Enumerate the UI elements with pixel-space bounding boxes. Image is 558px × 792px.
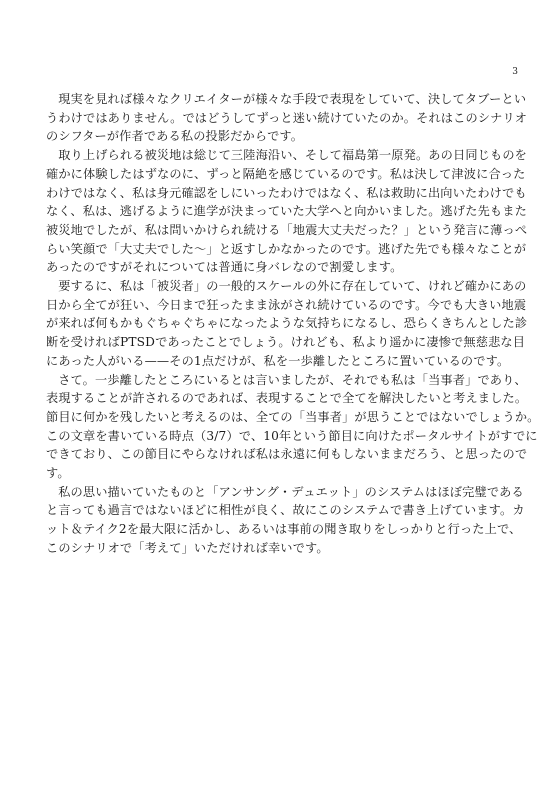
paragraph-4 (46, 371, 540, 483)
text-line: 確かに体験したはずなのに、ずっと隔絶を感じているのです。私は決して津波に合った (46, 166, 526, 181)
text-line: らい笑顔で「大丈夫でした〜」と返すしかなかったのです。逃げた先でも様々なことが (46, 241, 527, 256)
text-line: 断を受ければPTSDであったことでしょう。けれども、私より遥かに凄惨で無慈悲な目 (46, 335, 526, 350)
text-line: と言っても過言ではないほどに相性が良く、故にこのシステムで書き上げています。カ (46, 503, 525, 518)
text-line: 日から全てが狂い、今日まで狂ったまま泳がされ続けているのです。今でも大きい地震 (46, 297, 527, 312)
text-line: にあった人がいる——その1点だけが、私を一歩離したところに置いているのです。 (46, 353, 510, 368)
text-line: このシナリオで「考えて」いただければ幸いです。 (46, 540, 329, 555)
text-line: うわけではありません。ではどうしてずっと迷い続けていたのか。それはこのシナリオ (46, 110, 528, 125)
text-line: この文章を書いている時点（3/7）で、10年という節目に向けたポータルサイトがすでに (46, 428, 538, 443)
text-line: なく、私は、逃げるように進学が決まっていた大学へと向かいました。逃げた先もまた (46, 204, 527, 219)
body-text (46, 90, 540, 558)
page-number: 3 (512, 67, 518, 77)
text-line: できており、この節目にやらなければ私は永遠に何もしないままだろう、と思ったので (46, 447, 528, 462)
paragraph-1 (46, 90, 528, 146)
paragraph-5 (46, 483, 524, 558)
text-line: さて。一歩離したところにいるとは言いましたが、それでも私は「当事者」であり、 (58, 372, 527, 387)
text-line: わけではなく、私は身元確認をしにいったわけではなく、私は救助に出向いたわけでも (46, 185, 527, 200)
text-line: あったのですがそれについては普通に身バレなので割愛します。 (46, 260, 403, 275)
paragraph-3 (46, 277, 528, 371)
text-line: ット＆テイク2を最大限に活かし、あるいは事前の聞き取りをしっかりと行った上で、 (46, 522, 522, 537)
text-line: 表現することが許されるのであれば、表現することで全てを解決したいと考えました。 (46, 391, 528, 406)
text-line: 私の思い描いていたものと「アンサング・デュエット」のシステムはほぼ完璧である (58, 484, 524, 499)
text-line: のシフターが作者である私の投影だからです。 (46, 129, 304, 144)
text-line: 取り上げられる被災地は総じて三陸海沿い、そして福島第一原発。あの日同じものを (58, 148, 528, 163)
text-line: 現実を見れば様々なクリエイターが様々な手段で表現をしていて、決してタブーとい (58, 92, 527, 106)
text-line: す。 (46, 466, 70, 481)
text-line: 要するに、私は「被災者」の一般的スケールの外に存在していて、けれど確かにあの (58, 279, 527, 294)
text-line: が来れば何もかもぐちゃぐちゃになったような気持ちになるし、恐らくきちんとした診 (46, 316, 528, 331)
text-line: 被災地でしたが、私は問いかけられ続ける「地震大丈夫だった？」という発言に薄っぺ (46, 222, 528, 237)
text-line: 節目に何かを残したいと考えるのは、全ての「当事者」が思うことではないでしょうか。 (46, 409, 540, 424)
paragraph-2 (46, 146, 528, 277)
